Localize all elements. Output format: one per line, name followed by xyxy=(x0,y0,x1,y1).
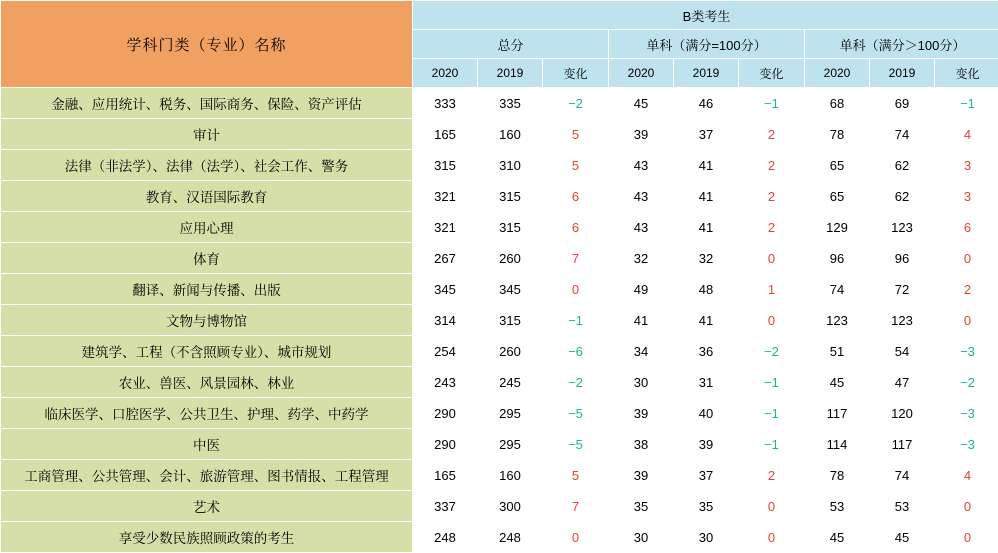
total-change: 5 xyxy=(543,119,609,150)
subover-2019: 74 xyxy=(870,119,935,150)
sub100-2019: 37 xyxy=(674,119,739,150)
total-2020: 248 xyxy=(413,522,478,553)
sub100-2020: 39 xyxy=(609,119,674,150)
total-2020: 345 xyxy=(413,274,478,305)
major-name: 建筑学、工程（不含照顾专业）、城市规划 xyxy=(1,336,413,367)
subover-change: −2 xyxy=(935,367,998,398)
total-2019: 245 xyxy=(478,367,543,398)
sub100-2020: 30 xyxy=(609,367,674,398)
subover-2020: 68 xyxy=(805,88,870,119)
subover-2020: 117 xyxy=(805,398,870,429)
sub100-2019: 35 xyxy=(674,491,739,522)
total-change: 6 xyxy=(543,181,609,212)
major-name: 文物与博物馆 xyxy=(1,305,413,336)
sub100-change: −2 xyxy=(739,336,805,367)
sub100-2020: 49 xyxy=(609,274,674,305)
sub100-2020: 30 xyxy=(609,522,674,553)
total-2020: 321 xyxy=(413,181,478,212)
header-total-2019: 2019 xyxy=(478,59,543,88)
table-row xyxy=(1,243,998,274)
subover-change: 3 xyxy=(935,181,998,212)
sub100-change: 2 xyxy=(739,181,805,212)
sub100-2019: 39 xyxy=(674,429,739,460)
major-name: 法律（非法学）、法律（法学）、社会工作、警务 xyxy=(1,150,413,181)
table-row xyxy=(1,181,998,212)
subover-2020: 74 xyxy=(805,274,870,305)
table-row xyxy=(1,119,998,150)
subover-change: 0 xyxy=(935,522,998,553)
total-2019: 310 xyxy=(478,150,543,181)
total-change: −2 xyxy=(543,88,609,119)
total-change: −2 xyxy=(543,367,609,398)
total-2019: 315 xyxy=(478,305,543,336)
header-sub100-2019: 2019 xyxy=(674,59,739,88)
major-name: 中医 xyxy=(1,429,413,460)
header-section-sub100: 单科（满分=100分） xyxy=(609,30,805,59)
subover-change: 3 xyxy=(935,150,998,181)
sub100-change: −1 xyxy=(739,398,805,429)
sub100-2019: 32 xyxy=(674,243,739,274)
sub100-change: 0 xyxy=(739,305,805,336)
major-name: 体育 xyxy=(1,243,413,274)
table-row xyxy=(1,150,998,181)
table-row xyxy=(1,88,998,119)
header-sub100-change: 变化 xyxy=(739,59,805,88)
sub100-2019: 36 xyxy=(674,336,739,367)
table-body xyxy=(1,88,998,553)
subover-2020: 114 xyxy=(805,429,870,460)
sub100-change: 0 xyxy=(739,522,805,553)
total-change: 6 xyxy=(543,212,609,243)
sub100-2019: 40 xyxy=(674,398,739,429)
total-change: −6 xyxy=(543,336,609,367)
total-2020: 254 xyxy=(413,336,478,367)
sub100-2020: 34 xyxy=(609,336,674,367)
sub100-2019: 46 xyxy=(674,88,739,119)
total-2019: 315 xyxy=(478,212,543,243)
subover-2019: 69 xyxy=(870,88,935,119)
subover-change: −1 xyxy=(935,88,998,119)
header-subover-2020: 2020 xyxy=(805,59,870,88)
sub100-change: 2 xyxy=(739,460,805,491)
total-2019: 300 xyxy=(478,491,543,522)
subover-2019: 120 xyxy=(870,398,935,429)
total-2020: 314 xyxy=(413,305,478,336)
subover-change: 4 xyxy=(935,460,998,491)
total-2019: 260 xyxy=(478,336,543,367)
major-name: 审计 xyxy=(1,119,413,150)
major-name: 金融、应用统计、税务、国际商务、保险、资产评估 xyxy=(1,88,413,119)
table-row xyxy=(1,398,998,429)
subover-change: 6 xyxy=(935,212,998,243)
subover-2020: 53 xyxy=(805,491,870,522)
header-section-subover100: 单科（满分＞100分） xyxy=(805,30,998,59)
subover-change: 2 xyxy=(935,274,998,305)
subover-2020: 51 xyxy=(805,336,870,367)
subover-2020: 123 xyxy=(805,305,870,336)
subover-2020: 78 xyxy=(805,119,870,150)
header-subover-2019: 2019 xyxy=(870,59,935,88)
sub100-2020: 43 xyxy=(609,181,674,212)
total-change: −5 xyxy=(543,398,609,429)
subover-2020: 65 xyxy=(805,181,870,212)
total-change: 7 xyxy=(543,243,609,274)
major-name: 农业、兽医、风景园林、林业 xyxy=(1,367,413,398)
subover-change: 0 xyxy=(935,243,998,274)
subover-2020: 45 xyxy=(805,367,870,398)
total-change: −1 xyxy=(543,305,609,336)
subover-2019: 45 xyxy=(870,522,935,553)
total-2019: 160 xyxy=(478,460,543,491)
sub100-change: 0 xyxy=(739,491,805,522)
total-2020: 165 xyxy=(413,119,478,150)
subover-2019: 62 xyxy=(870,181,935,212)
total-2020: 243 xyxy=(413,367,478,398)
subover-2019: 74 xyxy=(870,460,935,491)
table-row xyxy=(1,491,998,522)
major-name: 工商管理、公共管理、会计、旅游管理、图书情报、工程管理 xyxy=(1,460,413,491)
total-2020: 315 xyxy=(413,150,478,181)
header-major-name: 学科门类（专业）名称 xyxy=(1,1,413,88)
subover-change: −3 xyxy=(935,336,998,367)
header-total-2020: 2020 xyxy=(413,59,478,88)
subover-2019: 123 xyxy=(870,305,935,336)
total-2020: 337 xyxy=(413,491,478,522)
total-change: 5 xyxy=(543,460,609,491)
sub100-2020: 32 xyxy=(609,243,674,274)
sub100-change: −1 xyxy=(739,367,805,398)
table-row xyxy=(1,212,998,243)
total-change: 0 xyxy=(543,274,609,305)
major-name: 应用心理 xyxy=(1,212,413,243)
sub100-2020: 39 xyxy=(609,460,674,491)
sub100-change: 2 xyxy=(739,150,805,181)
sub100-2020: 43 xyxy=(609,150,674,181)
subover-2020: 129 xyxy=(805,212,870,243)
table-header xyxy=(1,1,998,88)
sub100-2019: 41 xyxy=(674,305,739,336)
sub100-2020: 41 xyxy=(609,305,674,336)
sub100-change: −1 xyxy=(739,88,805,119)
subover-change: 0 xyxy=(935,491,998,522)
total-2019: 345 xyxy=(478,274,543,305)
major-name: 翻译、新闻与传播、出版 xyxy=(1,274,413,305)
sub100-2020: 38 xyxy=(609,429,674,460)
total-2020: 290 xyxy=(413,398,478,429)
total-change: 5 xyxy=(543,150,609,181)
sub100-change: 0 xyxy=(739,243,805,274)
sub100-change: −1 xyxy=(739,429,805,460)
table-row xyxy=(1,429,998,460)
total-2019: 260 xyxy=(478,243,543,274)
subover-2019: 54 xyxy=(870,336,935,367)
sub100-2020: 43 xyxy=(609,212,674,243)
table-row xyxy=(1,367,998,398)
subover-change: −3 xyxy=(935,429,998,460)
total-2019: 315 xyxy=(478,181,543,212)
total-2020: 321 xyxy=(413,212,478,243)
subover-2019: 47 xyxy=(870,367,935,398)
subover-2019: 53 xyxy=(870,491,935,522)
header-subover-change: 变化 xyxy=(935,59,998,88)
total-2019: 248 xyxy=(478,522,543,553)
total-2020: 290 xyxy=(413,429,478,460)
total-2020: 267 xyxy=(413,243,478,274)
subover-change: −3 xyxy=(935,398,998,429)
major-name: 艺术 xyxy=(1,491,413,522)
subover-2020: 65 xyxy=(805,150,870,181)
table-row xyxy=(1,460,998,491)
total-change: −5 xyxy=(543,429,609,460)
total-change: 0 xyxy=(543,522,609,553)
sub100-2019: 30 xyxy=(674,522,739,553)
sub100-change: 2 xyxy=(739,212,805,243)
major-name: 享受少数民族照顾政策的考生 xyxy=(1,522,413,553)
sub100-2019: 31 xyxy=(674,367,739,398)
total-2020: 165 xyxy=(413,460,478,491)
subover-2019: 62 xyxy=(870,150,935,181)
subover-change: 4 xyxy=(935,119,998,150)
header-candidate-group: B类考生 xyxy=(413,1,998,30)
subover-2020: 96 xyxy=(805,243,870,274)
table-row xyxy=(1,336,998,367)
subover-2020: 45 xyxy=(805,522,870,553)
subover-change: 0 xyxy=(935,305,998,336)
header-total-change: 变化 xyxy=(543,59,609,88)
subover-2020: 78 xyxy=(805,460,870,491)
header-sub100-2020: 2020 xyxy=(609,59,674,88)
sub100-2020: 39 xyxy=(609,398,674,429)
total-2020: 333 xyxy=(413,88,478,119)
subover-2019: 117 xyxy=(870,429,935,460)
sub100-2019: 41 xyxy=(674,181,739,212)
total-2019: 335 xyxy=(478,88,543,119)
sub100-2019: 37 xyxy=(674,460,739,491)
sub100-change: 2 xyxy=(739,119,805,150)
header-section-total: 总分 xyxy=(413,30,609,59)
major-name: 临床医学、口腔医学、公共卫生、护理、药学、中药学 xyxy=(1,398,413,429)
sub100-2019: 41 xyxy=(674,212,739,243)
subover-2019: 96 xyxy=(870,243,935,274)
sub100-2019: 48 xyxy=(674,274,739,305)
table-row xyxy=(1,305,998,336)
total-change: 7 xyxy=(543,491,609,522)
sub100-2020: 35 xyxy=(609,491,674,522)
table-row xyxy=(1,274,998,305)
total-2019: 160 xyxy=(478,119,543,150)
total-2019: 295 xyxy=(478,429,543,460)
major-name: 教育、汉语国际教育 xyxy=(1,181,413,212)
subover-2019: 72 xyxy=(870,274,935,305)
sub100-2020: 45 xyxy=(609,88,674,119)
subover-2019: 123 xyxy=(870,212,935,243)
table-row xyxy=(1,522,998,553)
sub100-2019: 41 xyxy=(674,150,739,181)
total-2019: 295 xyxy=(478,398,543,429)
sub100-change: 1 xyxy=(739,274,805,305)
